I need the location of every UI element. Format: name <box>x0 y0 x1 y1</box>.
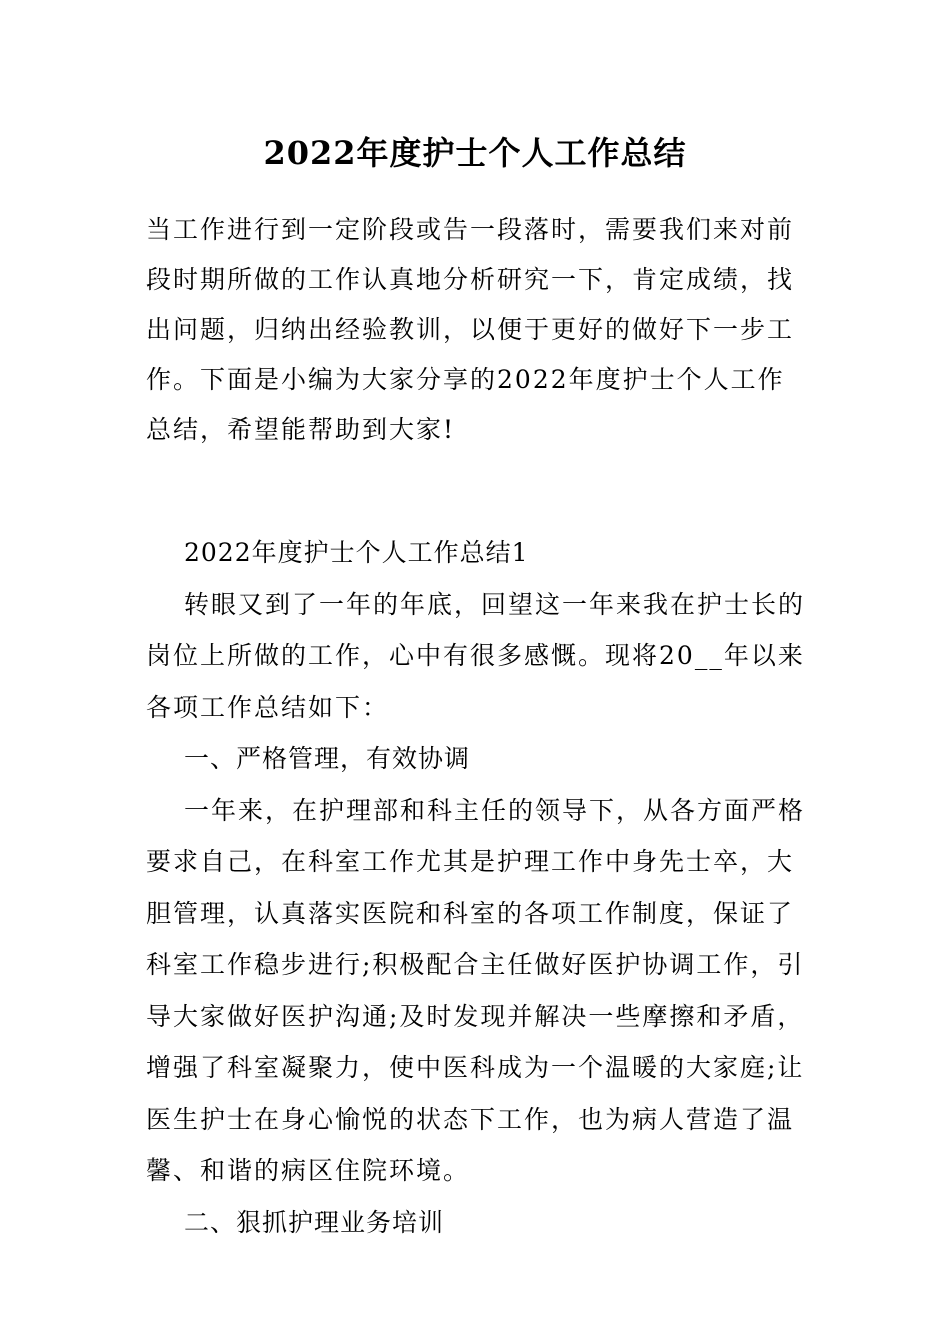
section-body <box>146 527 806 1248</box>
section-title: 2022年度护士个人工作总结1 <box>184 538 529 567</box>
heading-training: 二、狠抓护理业务培训 <box>184 1207 445 1237</box>
heading-strict-management: 一、严格管理，有效协调 <box>184 744 471 773</box>
document-title: 2022年度护士个人工作总结 <box>263 134 687 172</box>
paragraph-management: 一年来，在护理部和科主任的领导下，从各方面严格要求自己，在科室工作尤其是护理工作中身先士卒，大胆管理，认真落实医院和科室的各项工作制度，保证了科室工作稳步进行;积极配合主任做好医护协调工作，引导大家做好医护沟通;及时发现并解决一些摩擦和矛盾，增强了科室凝聚力，使中医科成为一个温暖的大家庭;让医生护士在身心愉悦的状态下工作，也为病人营造了温馨、和谐的病区住院环境。 <box>146 795 806 1185</box>
paragraph-opening: 转眼又到了一年的年底，回望这一年来我在护士长的岗位上所做的工作，心中有很多感慨。现将20__年以来各项工作总结如下： <box>146 589 806 722</box>
intro-paragraph: 当工作进行到一定阶段或告一段落时，需要我们来对前段时期所做的工作认真地分析研究一下，肯定成绩，找出问题，归纳出经验教训，以便于更好的做好下一步工作。下面是小编为大家分享的2022年度护士个人工作总结，希望能帮助到大家! <box>146 215 795 444</box>
